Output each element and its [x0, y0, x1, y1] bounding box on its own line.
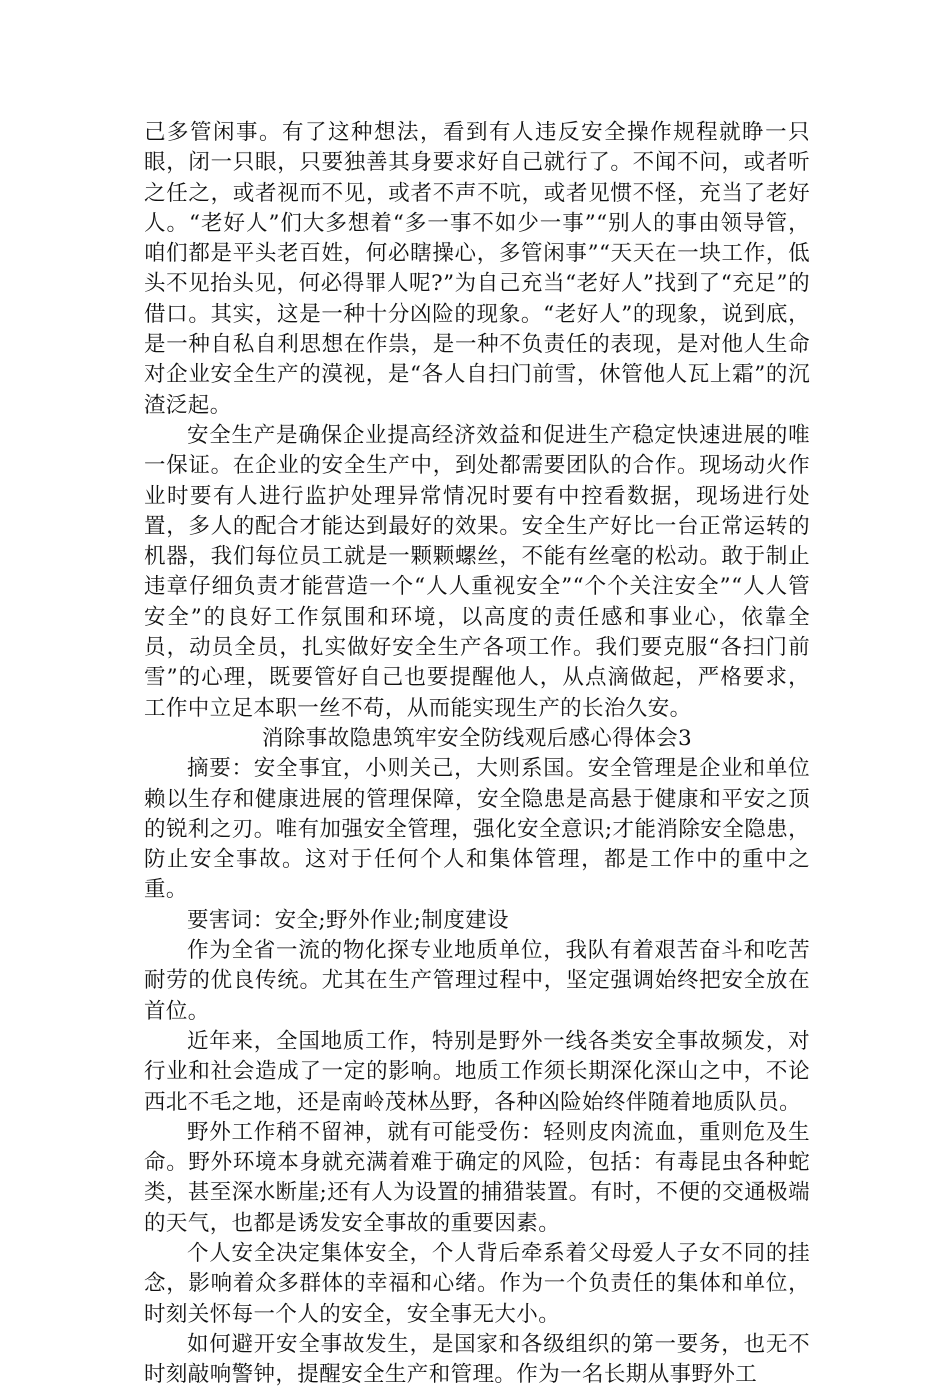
paragraph-keywords: 要害词：安全;野外作业;制度建设 [187, 907, 509, 933]
paragraph-recent-years: 近年来，全国地质工作，特别是野外一线各类安全事故频发，对行业和社会造成了一定的影响。地质工作须长期深化深山之中，不论西北不毛之地，还是南岭茂林丛野，各种凶险始终伴随着地质队员。 [144, 1028, 810, 1115]
section-heading: 消除事故隐患筑牢安全防线观后感心得体会3 [261, 725, 693, 751]
paragraph-abstract: 摘要：安全事宜，小则关己，大则系国。安全管理是企业和单位赖以生存和健康进展的管理保障，安全隐患是高悬于健康和平安之顶的锐利之刃。唯有加强安全管理，强化安全意识;才能消除安全隐患，防止安全事故。这对于任何个人和集体管理，都是工作中的重中之重。 [144, 756, 810, 903]
paragraph-personal-safety: 个人安全决定集体安全，个人背后牵系着父母爱人子女不同的挂念，影响着众多群体的幸福和心绪。作为一个负责任的集体和单位，时刻关怀每一个人的安全，安全事无大小。 [144, 1240, 810, 1327]
paragraph-safety-teamwork: 安全生产是确保企业提高经济效益和促进生产稳定快速进展的唯一保证。在企业的安全生产中，到处都需要团队的合作。现场动火作业时要有人进行监护处理异常情况时要有中控看数据，现场进行处置，多人的配合才能达到最好的效果。安全生产好比一台正常运转的机器，我们每位员工就是一颗颗螺丝，不能有丝毫的松动。敢于制止违章仔细负责才能营造一个“人人重视安全”“个个关注安全”“人人管安全”的良好工作氛围和环境，以高度的责任感和事业心，依靠全员，动员全员，扎实做好安全生产各项工作。我们要克服“各扫门前雪”的心理，既要管好自己也要提醒他人，从点滴做起，严格要求，工作中立足本职一丝不苟，从而能实现生产的长治久安。 [144, 422, 810, 721]
paragraph-field-risks: 野外工作稍不留神，就有可能受伤：轻则皮肉流血，重则危及生命。野外环境本身就充满着难于确定的风险，包括：有毒昆虫各种蛇类，甚至深水断崖;还有人为设置的捕猎装置。有时，不便的交通极端的天气，也都是诱发安全事故的重要因素。 [144, 1119, 810, 1236]
paragraph-old-good-man: 己多管闲事。有了这种想法，看到有人违反安全操作规程就睁一只眼，闭一只眼，只要独善其身要求好自己就行了。不闻不问，或者听之任之，或者视而不见，或者不声不吭，或者见惯不怪，充当了老好人。“老好人”们大多想着“多一事不如少一事”“别人的事由领导管，咱们都是平头老百姓，何必瞎操心，多管闲事”“天天在一块工作，低头不见抬头见，何必得罪人呢?”为自己充当“老好人”找到了“充足”的借口。其实，这是一种十分凶险的现象。“老好人”的现象，说到底，是一种自私自利思想在作祟，是一种不负责任的表现，是对他人生命对企业安全生产的漠视，是“各人自扫门前雪，休管他人瓦上霜”的沉渣泛起。 [144, 120, 810, 418]
paragraph-avoid-accidents: 如何避开安全事故发生，是国家和各级组织的第一要务，也无不时刻敲响警钟，提醒安全生产和管理。作为一名长期从事野外工 [144, 1331, 810, 1388]
document-page [144, 118, 810, 1390]
paragraph-unit-intro: 作为全省一流的物化探专业地质单位，我队有着艰苦奋斗和吃苦耐劳的优良传统。尤其在生产管理过程中，坚定强调始终把安全放在首位。 [144, 938, 810, 1024]
